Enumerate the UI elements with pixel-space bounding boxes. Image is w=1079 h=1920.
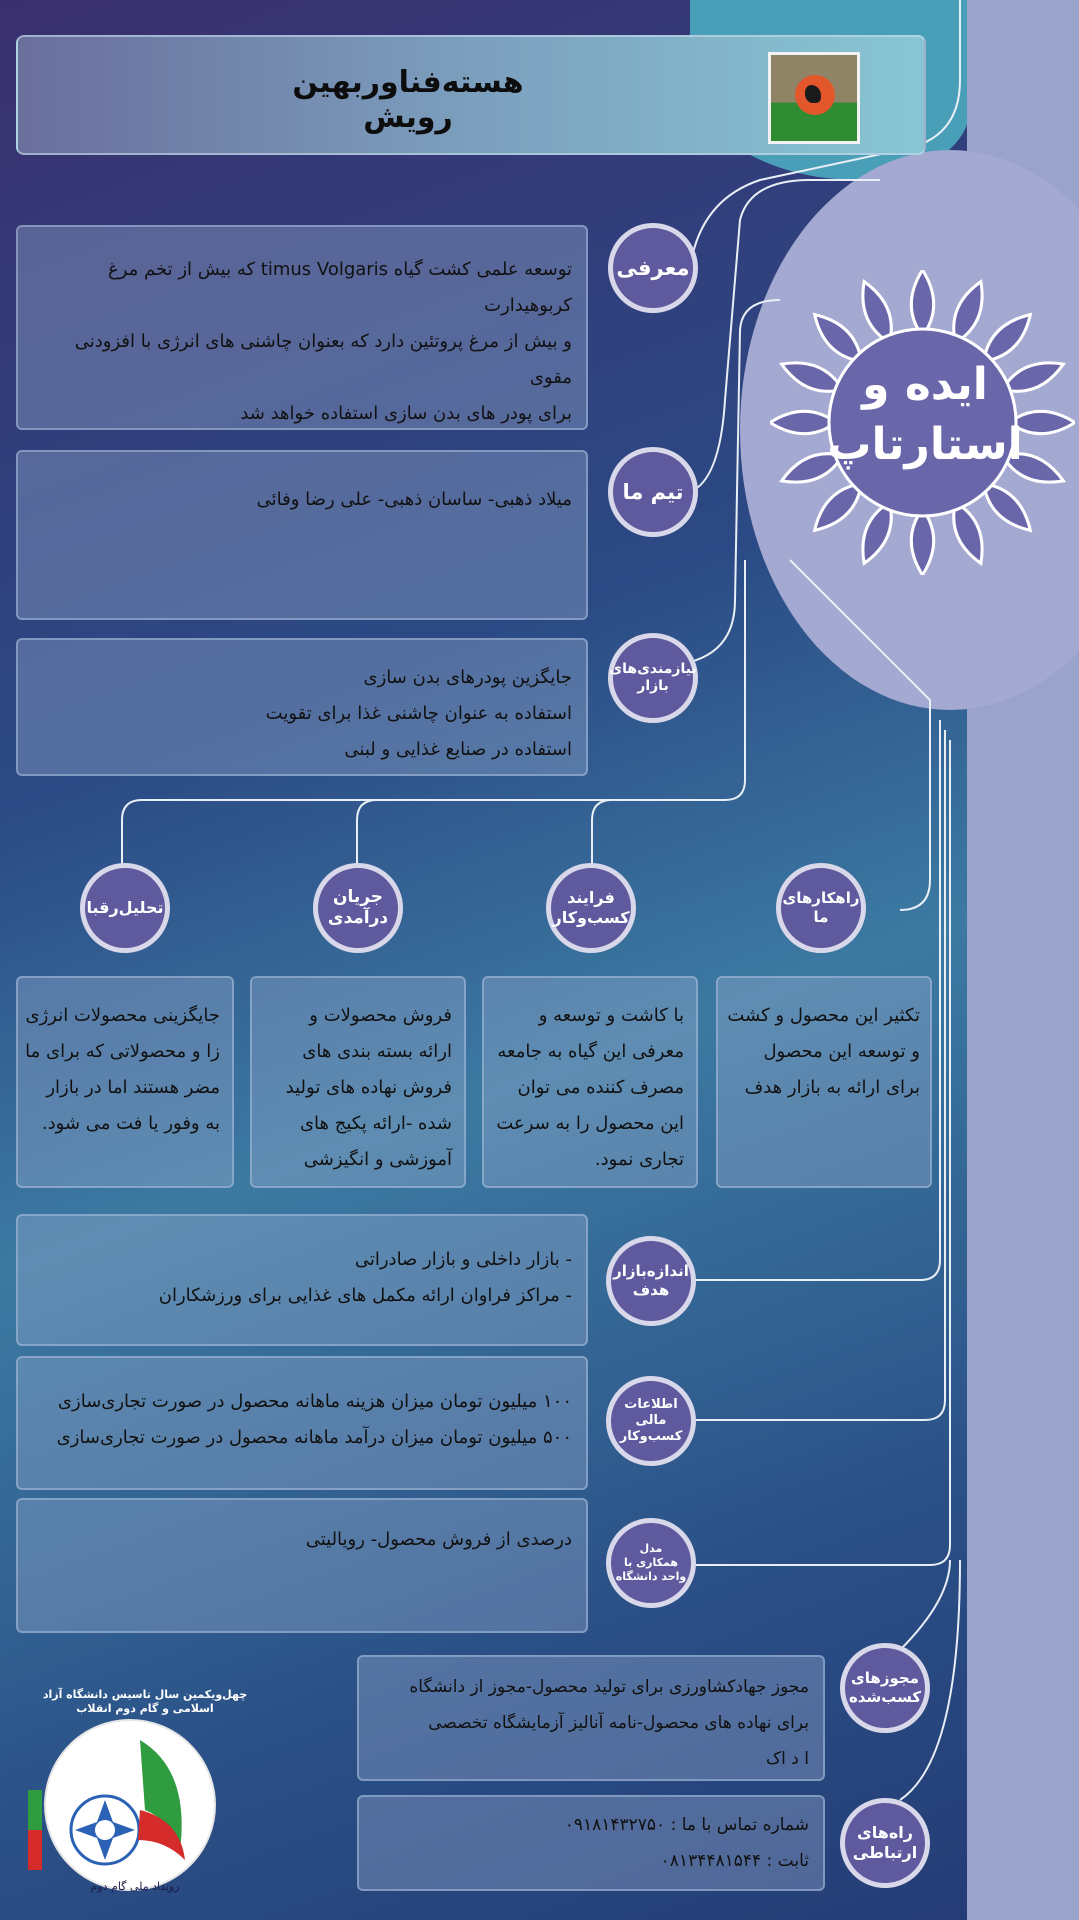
business-process-badge xyxy=(546,863,636,953)
market-needs-panel xyxy=(16,638,588,776)
financial-label-2: کسب‌وکار xyxy=(619,1429,683,1445)
cooperation-label-2: همکاری با xyxy=(623,1556,679,1570)
business-process-line: این محصول را به سرعت xyxy=(496,1113,684,1134)
target-market-badge xyxy=(606,1236,696,1326)
solutions-line: و توسعه این محصول xyxy=(763,1041,920,1062)
cooperation-line: درصدی از فروش محصول- رویالیتی xyxy=(305,1529,572,1550)
licenses-label-1: مجوزهای xyxy=(851,1669,919,1688)
target-market-label-1: اندازه‌بازار xyxy=(613,1262,689,1281)
contact-landline: ثابت : ۰۸۱۳۴۴۸۱۵۴۴ xyxy=(660,1851,809,1871)
licenses-label-2: کسب‌شده xyxy=(848,1688,922,1706)
intro-panel xyxy=(16,225,588,430)
business-process-line: معرفی این گیاه به جامعه xyxy=(497,1041,684,1062)
revenue-line: فروش محصولات و xyxy=(309,1005,452,1026)
financial-panel xyxy=(16,1356,588,1490)
business-process-line: تجاری نمود. xyxy=(594,1149,684,1170)
center-title xyxy=(820,355,1030,475)
licenses-line: ا د اک xyxy=(765,1749,809,1769)
emblem-arc-text: چهل‌ویکمین سال تاسیس دانشگاه آزاد اسلامی و گام دوم انقلاب xyxy=(42,1688,248,1715)
intro-line: برای پودر های بدن سازی استفاده خواهد شد xyxy=(240,403,572,424)
business-process-line: مصرف کننده می توان xyxy=(517,1077,684,1098)
business-process-line: با کاشت و توسعه و xyxy=(538,1005,684,1026)
market-needs-badge xyxy=(608,633,698,723)
revenue-text xyxy=(256,998,452,1178)
licenses-text xyxy=(364,1669,809,1777)
target-market-text xyxy=(27,1242,572,1314)
solutions-text xyxy=(722,998,920,1106)
competitors-line: به وفور یا فت می شود. xyxy=(41,1113,220,1134)
solutions-label-1: راهکارهای xyxy=(782,889,860,908)
competitors-panel xyxy=(16,976,234,1188)
contact-label-2: ارتباطی xyxy=(852,1843,918,1862)
logo-figure xyxy=(805,85,821,103)
revenue-label-1: جریان xyxy=(332,886,384,907)
intro-text xyxy=(27,252,572,432)
contact-label-1: راه‌های xyxy=(857,1823,913,1842)
contact-phone: شماره تماس با ما : ۰۹۱۸۱۴۳۲۷۵۰ xyxy=(564,1815,809,1835)
center-title-line2: استارتاپ xyxy=(827,419,1023,470)
center-title-line1: ایده و xyxy=(862,359,988,410)
licenses-line: مجوز جهادکشاورزی برای تولید محصول-مجوز از دانشگاه xyxy=(409,1677,809,1697)
contact-panel xyxy=(357,1795,825,1891)
team-panel xyxy=(16,450,588,620)
market-needs-text xyxy=(27,660,572,768)
revenue-line: فروش نهاده های تولید xyxy=(285,1077,452,1098)
brand-logo xyxy=(768,52,860,144)
business-process-panel xyxy=(482,976,698,1188)
licenses-panel xyxy=(357,1655,825,1781)
solutions-panel xyxy=(716,976,932,1188)
target-market-line: - مراکز فراوان ارائه مکمل های غذایی برای ورزشکاران xyxy=(158,1285,572,1306)
licenses-badge xyxy=(840,1643,930,1733)
intro-label: معرفی xyxy=(616,255,690,280)
target-market-label-2: هدف xyxy=(632,1281,670,1299)
contact-badge xyxy=(840,1798,930,1888)
competitors-label: تحلیل‌رقبا xyxy=(86,898,164,917)
financial-label-1: اطلاعات مالی xyxy=(624,1396,678,1428)
market-needs-line: استفاده به عنوان چاشنی غذا برای تقویت xyxy=(265,703,572,724)
competitors-line: زا و محصولاتی که برای ما xyxy=(25,1041,220,1062)
revenue-line: آموزشی و انگیزشی xyxy=(303,1149,452,1170)
target-market-panel xyxy=(16,1214,588,1346)
cooperation-panel xyxy=(16,1498,588,1633)
licenses-line: برای نهاده های محصول-نامه آنالیز آزمایشگاه تخصصی xyxy=(428,1713,809,1733)
team-label: تیم ما xyxy=(622,479,684,504)
solutions-badge xyxy=(776,863,866,953)
cooperation-label-1: مدل xyxy=(639,1542,663,1556)
cooperation-text xyxy=(27,1522,572,1558)
team-text xyxy=(27,482,572,518)
market-needs-line: جایگزین پودرهای بدن سازی xyxy=(363,667,572,688)
revenue-badge xyxy=(313,863,403,953)
intro-badge xyxy=(608,223,698,313)
intro-line: توسعه علمی کشت گیاه timus Volgaris که بیش از تخم مرغ کربوهیدارت xyxy=(107,259,572,316)
emblem-bottom-text: رویداد ملی گام دوم xyxy=(90,1880,180,1893)
business-process-label-2: کسب‌وکار xyxy=(552,908,630,927)
competitors-line: جایگزینی محصولات انرژی xyxy=(25,1005,220,1026)
financial-badge xyxy=(606,1376,696,1466)
team-badge xyxy=(608,447,698,537)
business-process-text xyxy=(488,998,684,1178)
market-needs-line: استفاده در صنایع غذایی و لبنی xyxy=(344,739,572,760)
market-needs-label-1: نیازمندی‌های xyxy=(609,660,697,677)
revenue-line: شده -ارائه پکیج های xyxy=(299,1113,452,1134)
university-emblem-icon xyxy=(20,1700,240,1900)
intro-line: و بیش از مرغ پروتئین دارد که بعنوان چاشنی های انرژی با افزودنی مقوی xyxy=(74,331,572,388)
solutions-label-2: ما xyxy=(813,908,829,926)
market-needs-label-2: بازار xyxy=(637,678,669,694)
competitors-badge xyxy=(80,863,170,953)
solutions-line: تکثیر این محصول و کشت xyxy=(727,1005,920,1026)
target-market-line: - بازار داخلی و بازار صادراتی xyxy=(354,1249,572,1270)
business-process-label-1: فرایند xyxy=(567,888,615,907)
revenue-line: ارائه بسته بندی های xyxy=(302,1041,452,1062)
financial-line: ۵۰۰ میلیون تومان میزان درآمد ماهانه محصول در صورت تجاری‌سازی xyxy=(56,1427,572,1448)
contact-text xyxy=(364,1807,809,1879)
solutions-line: برای ارائه به بازار هدف xyxy=(744,1077,920,1098)
cooperation-label-3: واحد دانشگاه xyxy=(615,1569,687,1583)
competitors-line: مضر هستند اما در بازار xyxy=(46,1077,220,1098)
financial-text xyxy=(27,1384,572,1456)
competitors-text xyxy=(20,998,220,1142)
cooperation-badge xyxy=(606,1518,696,1608)
header-title: هسته‌فناوربهین رویش xyxy=(292,65,524,135)
team-line: میلاد ذهبی- ساسان ذهبی- علی رضا وفائی xyxy=(256,489,572,510)
revenue-label-2: درآمدی xyxy=(327,908,389,928)
financial-line: ۱۰۰ میلیون تومان میزان هزینه ماهانه محصول در صورت تجاری‌سازی xyxy=(57,1391,572,1412)
revenue-panel xyxy=(250,976,466,1188)
